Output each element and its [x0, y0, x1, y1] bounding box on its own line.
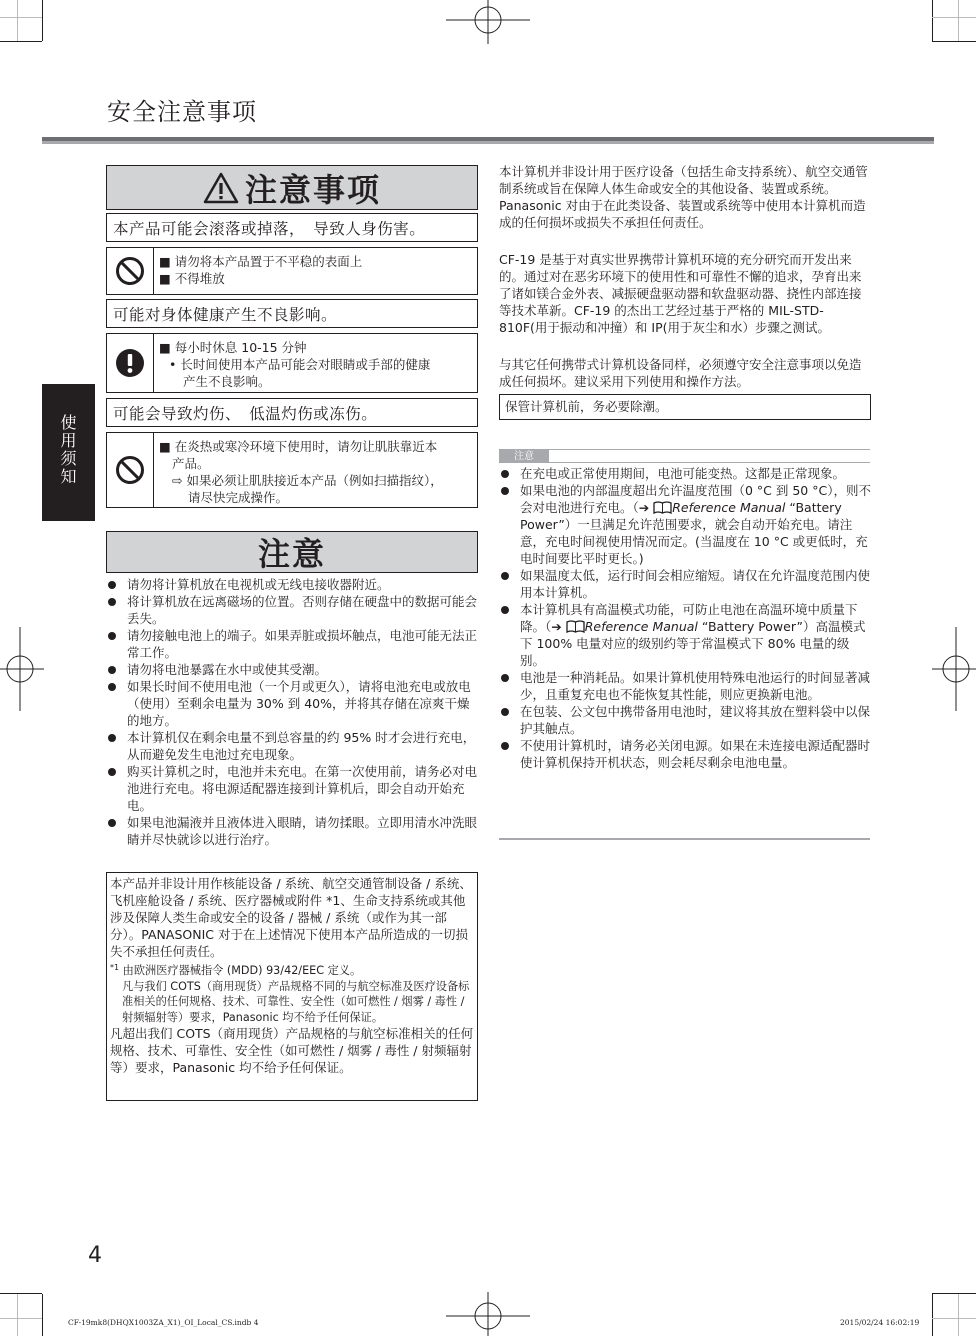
reference-manual-icon — [566, 620, 585, 633]
footnote — [110, 960, 474, 979]
note-text: “Battery Power”）高温模式下 100% 电量对应的级别约等于常温模式下 80% 电量的级别。 — [520, 619, 866, 668]
note-text: 如果电池的内部温度超出允许温度范围（0 °C 到 50 °C），则不会对电池进行充电。（➔ — [520, 483, 871, 515]
caution-item: 如果电池漏液并且液体进入眼睛，请勿揉眼。立即用清水冲洗眼睛并尽快就诊以进行治疗。 — [106, 814, 478, 848]
note-item: 不使用计算机时，请务必关闭电源。如果在未连接电源适配器时使计算机保持开机状态，则会耗尽剩余电池电量。 — [499, 737, 871, 771]
caution-item: 请勿将计算机放在电视机或无线电接收器附近。 — [106, 576, 478, 593]
warning-line: 产品。 — [172, 456, 210, 471]
intro-paragraph: CF-19 是基于对真实世界携带计算机环境的充分研究而开发出来的。通过对在恶劣环境下的使用性和可靠性不懈的追求，孕育出来了诸如镁合金外表、减振硬盘驱动器和软盘驱动器、挠性内部连接等技术革新。CF-19 的杰出工艺经过基于严格的 MIL-STD-810F(用于振动和冲撞）和 IP(用于灰尘和水）步骤之测试。 — [499, 252, 862, 335]
note-rule — [499, 462, 870, 463]
warning-line: ■ 请勿将本产品置于不平稳的表面上 — [159, 254, 363, 269]
registration-mark-right — [932, 627, 976, 711]
note-item — [499, 482, 871, 567]
disclaimer-text: 本产品并非设计用作核能设备 / 系统、航空交通管制设备 / 系统、飞机座舱设备 / 系统、医疗器械或附件 *1、生命支持系统或其他涉及保障人类生命或安全的设备 / 器械 / 系统（或作为其一部分）。PANASONIC 对于在上述情况下使用本产品所造成的一切损失不承担任何责任。 — [110, 876, 472, 959]
caution-header — [106, 531, 478, 573]
warning-line: ■ 每小时休息 10-15 分钟 — [159, 340, 307, 355]
side-tab-char: 使 — [60, 413, 77, 432]
warning-line: ⇨ 如果必须让肌肤接近本产品（例如扫描指纹）， — [172, 473, 443, 488]
warning-subhead: 可能会导致灼伤、 低温灼伤或冻伤。 — [106, 398, 478, 427]
header-rule-shadow — [42, 141, 934, 144]
warning-item — [106, 333, 478, 393]
footnote-mark: *1 — [110, 963, 120, 972]
note-list — [499, 465, 871, 771]
warning-subhead: 可能对身体健康产生不良影响。 — [106, 299, 478, 328]
storage-note-box: 保管计算机前，务必要除潮。 — [499, 394, 871, 420]
warning-line: ■ 不得堆放 — [159, 271, 225, 286]
caution-title: 注意 — [257, 535, 326, 573]
warning-subhead: 本产品可能会滚落或掉落， 导致人身伤害。 — [106, 213, 478, 242]
footnote-detail: 凡与我们 COTS（商用现货）产品规格不同的与航空标准及医疗设备标准相关的任何规格、技术、可靠性、安全性（如可燃性 / 烟雾 / 毒性 / 射频辐射等）要求，Panasonic 均不给予任何保证。 — [122, 979, 470, 1024]
side-tab — [42, 384, 95, 521]
note-text: “Battery Power”）一旦满足允许范围要求，就会自动开始充电。请注意，充电时间视使用情况而定。(当温度在 10 °C 或更低时，充电时间要比平时更长。) — [520, 500, 868, 566]
caution-item: 购买计算机之时，电池并未充电。在第一次使用前，请务必对电池进行充电。将电源适配器连接到计算机后，即会自动开始充电。 — [106, 763, 478, 814]
page-title: 安全注意事项 — [107, 98, 257, 126]
footnote-text: 由欧洲医疗器械指令 (MDD) 93/42/EEC 定义。 — [122, 964, 362, 977]
registration-mark-top — [446, 0, 530, 44]
caution-item: 请勿将电池暴露在水中或使其受潮。 — [106, 661, 478, 678]
warning-line: • 长时间使用本产品可能会对眼睛或手部的健康 — [169, 357, 431, 372]
print-footer-date: 2015/02/24 16:02:19 — [840, 1318, 920, 1327]
warning-header — [106, 165, 478, 210]
prohibited-icon — [115, 455, 145, 485]
note-tag: 注意 — [499, 450, 549, 463]
note-item: 电池是一种消耗品。如果计算机使用特殊电池运行的时间显著减少，且重复充电也不能恢复其性能，则应更换新电池。 — [499, 669, 871, 703]
warning-triangle-icon — [203, 172, 239, 204]
note-end-rule — [499, 838, 870, 840]
caution-item: 请勿接触电池上的端子。如果弄脏或损坏触点，电池可能无法正常工作。 — [106, 627, 478, 661]
reference-manual-icon — [653, 501, 672, 514]
page-number: 4 — [88, 1243, 102, 1268]
disclaimer-text: 凡超出我们 COTS（商用现货）产品规格的与航空标准相关的任何规格、技术、可靠性、安全性（如可燃性 / 烟雾 / 毒性 / 射频辐射等）要求，Panasonic 均不给予任何保证。 — [110, 1026, 474, 1075]
caution-item: 如果长时间不使用电池（一个月或更久），请将电池充电或放电（使用）至剩余电量为 30% 到 40%，并将其存储在凉爽干燥的地方。 — [106, 678, 478, 729]
side-tab-char: 知 — [60, 467, 77, 486]
print-footer-file: CF-19mk8(DHQX1003ZA_X1)_OI_Local_CS.indb 4 — [68, 1318, 259, 1327]
registration-mark-bottom — [446, 1292, 530, 1336]
caution-item: 将计算机放在远离磁场的位置。否则存储在硬盘中的数据可能会丢失。 — [106, 593, 478, 627]
note-item: 如果温度太低，运行时间会相应缩短。请仅在允许温度范围内使用本计算机。 — [499, 567, 871, 601]
reference-manual-link[interactable]: Reference Manual — [584, 619, 698, 634]
disclaimer-box — [106, 872, 478, 1101]
warning-title: 注意事项 — [244, 170, 381, 209]
registration-mark-left — [0, 627, 44, 711]
side-tab-char: 用 — [60, 431, 77, 450]
note-text: 本计算机具有高温模式功能，可防止电池在高温环境中质量下降。（➔ — [520, 602, 858, 634]
side-tab-char: 须 — [60, 449, 77, 468]
warning-item — [106, 247, 478, 295]
caution-list — [106, 576, 478, 848]
note-item: 在充电或正常使用期间，电池可能变热。这都是正常现象。 — [499, 465, 871, 482]
intro-paragraph: 与其它任何携带式计算机设备同样，必须遵守安全注意事项以免造成任何损坏。建议采用下列使用和操作方法。 — [499, 357, 862, 389]
note-item: 在包装、公文包中携带备用电池时，建议将其放在塑料袋中以保护其触点。 — [499, 703, 871, 737]
prohibited-icon — [115, 256, 145, 286]
warning-line: 请尽快完成操作。 — [188, 490, 289, 505]
mandatory-action-icon — [115, 348, 145, 378]
note-rule — [499, 449, 870, 450]
intro-paragraph: 本计算机并非设计用于医疗设备（包括生命支持系统）、航空交通管制系统或旨在保障人体生命或安全的其他设备、装置或系统。Panasonic 对由于在此类设备、装置或系统等中使用本计算机而造成的任何损坏或损失不承担任何责任。 — [499, 164, 868, 230]
reference-manual-link[interactable]: Reference Manual — [672, 500, 786, 515]
warning-item — [106, 432, 478, 508]
caution-item: 本计算机仅在剩余电量不到总容量的约 95% 时才会进行充电，从而避免发生电池过充电现象。 — [106, 729, 478, 763]
warning-line: ■ 在炎热或寒冷环境下使用时，请勿让肌肤靠近本 — [159, 439, 438, 454]
note-item — [499, 601, 871, 669]
warning-line: 产生不良影响。 — [183, 374, 271, 389]
